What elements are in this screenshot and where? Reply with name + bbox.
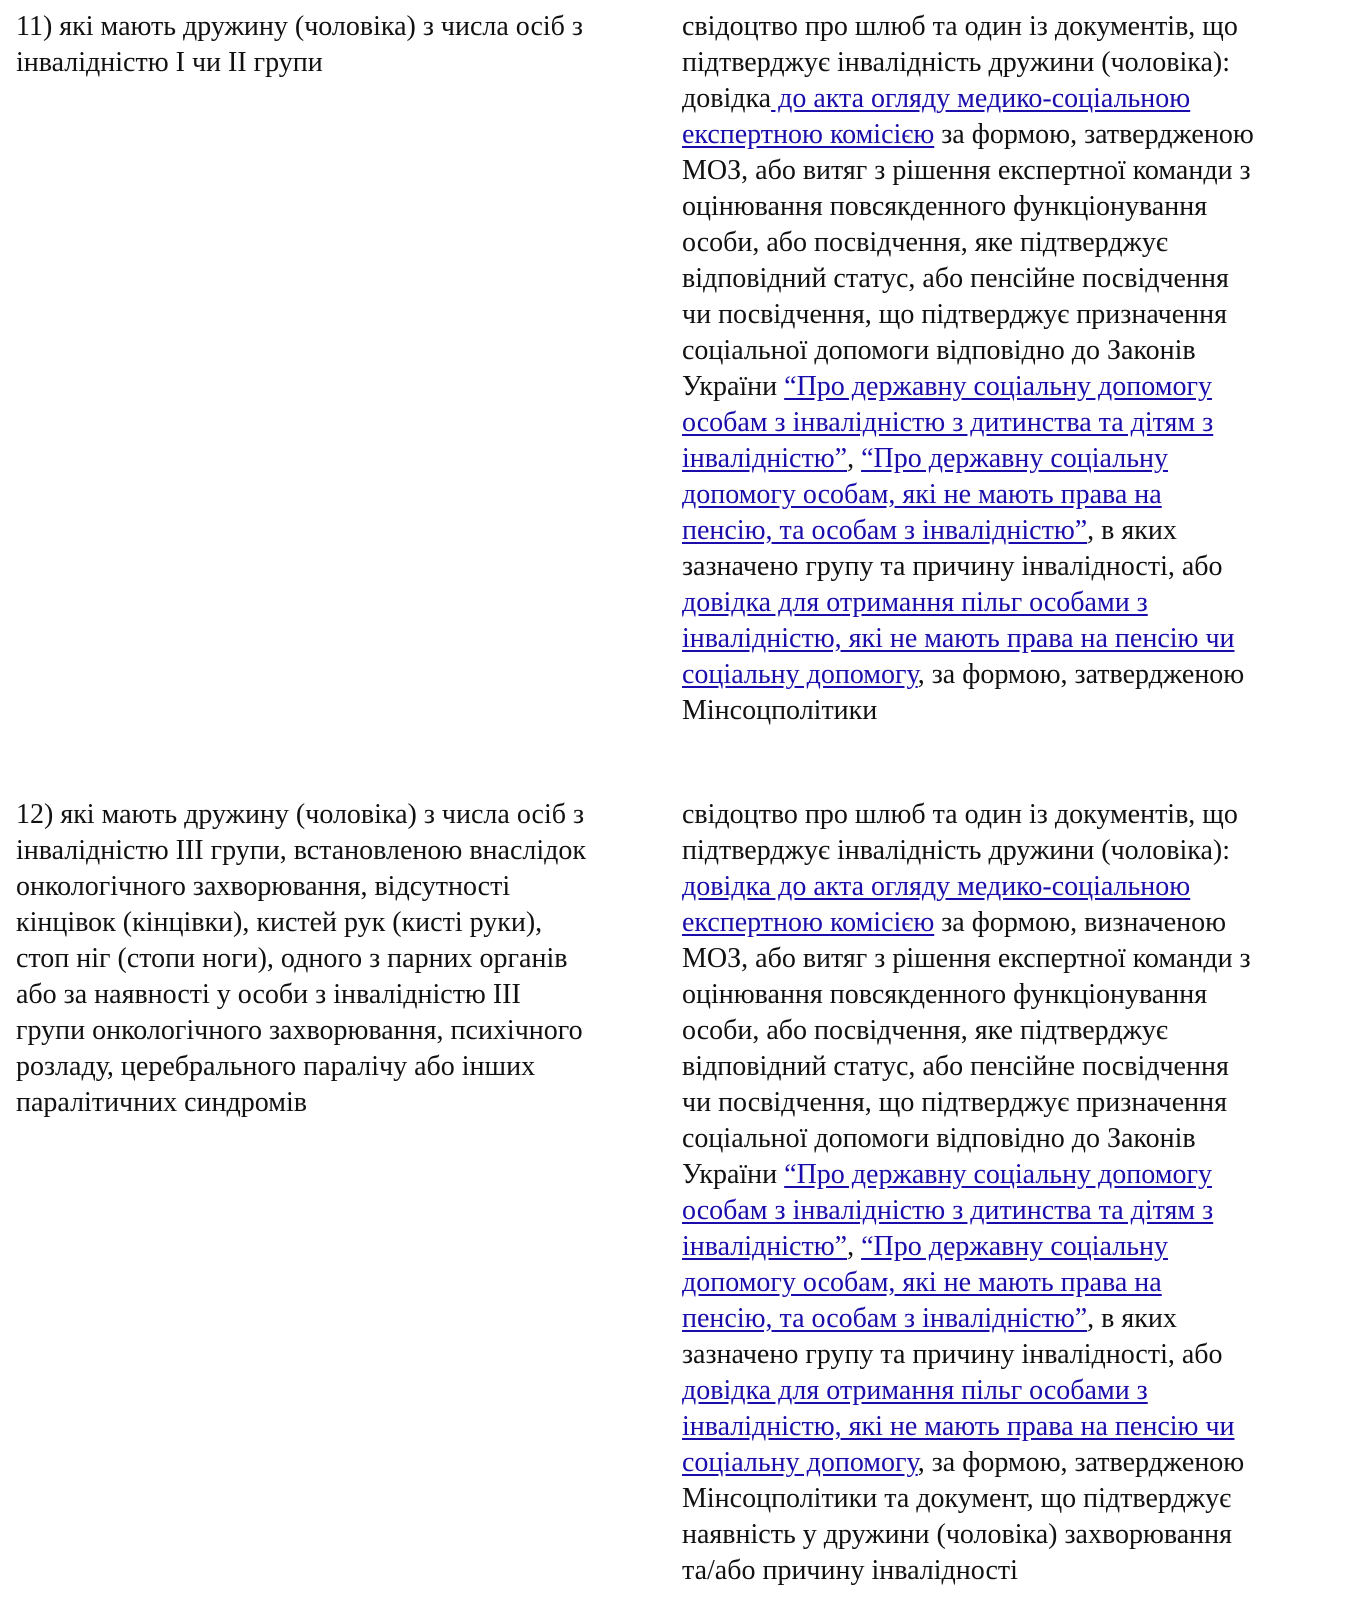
category-text-line: групи онкологічного захворювання, психічного <box>16 1015 583 1046</box>
documents-text: , за формою, затвердженою <box>917 1447 1245 1478</box>
documents-text-line <box>682 869 1346 905</box>
documents-cell <box>682 9 1346 729</box>
documents-text-line <box>682 441 1346 477</box>
documents-text-line: соціальної допомоги відповідно до Законів <box>682 335 1196 366</box>
category-text-line: інвалідністю I чи II групи <box>16 47 323 78</box>
documents-text-line: зазначено групу та причину інвалідності, або <box>682 1339 1223 1370</box>
benefits-certificate-link[interactable]: довідка для отримання пільг особами з <box>682 587 1148 618</box>
documents-text-line: чи посвідчення, що підтверджує призначення <box>682 1087 1227 1118</box>
documents-text-line <box>682 1373 1346 1409</box>
documents-text-line: соціальної допомоги відповідно до Законів <box>682 1123 1196 1154</box>
documents-text: України <box>682 371 785 402</box>
documents-text-line: свідоцтво про шлюб та один із документів, що <box>682 11 1238 42</box>
documents-text-line: зазначено групу та причину інвалідності, або <box>682 551 1223 582</box>
documents-text-line <box>682 1265 1346 1301</box>
law-no-pension-right-link[interactable]: “Про державну соціальну <box>861 443 1168 474</box>
category-cell <box>16 797 666 1121</box>
category-text-line: 12) які мають дружину (чоловіка) з числа осіб з <box>16 799 585 830</box>
documents-text-line: відповідний статус, або пенсійне посвідчення <box>682 1051 1229 1082</box>
documents-text-line <box>682 117 1346 153</box>
documents-text-line <box>682 1157 1346 1193</box>
documents-text-line <box>682 1409 1346 1445</box>
documents-text-line: МОЗ, або витяг з рішення експертної команди з <box>682 155 1251 186</box>
documents-text-line <box>682 513 1346 549</box>
documents-cell <box>682 797 1346 1589</box>
documents-text-line: свідоцтво про шлюб та один із документів, що <box>682 799 1238 830</box>
documents-text: за формою, затвердженою <box>934 119 1254 150</box>
documents-text-line: та/або причину інвалідності <box>682 1555 1018 1586</box>
documents-text-line <box>682 585 1346 621</box>
documents-text-line: підтверджує інвалідність дружини (чоловіка): <box>682 47 1230 78</box>
benefits-certificate-link[interactable]: довідка для отримання пільг особами з <box>682 1375 1148 1406</box>
documents-text: за формою, визначеною <box>934 907 1227 938</box>
documents-text-line <box>682 1301 1346 1337</box>
medical-commission-certificate-link[interactable]: до акта огляду медико-соціальною <box>771 83 1191 114</box>
documents-text-line <box>682 1193 1346 1229</box>
documents-text-line <box>682 657 1346 693</box>
documents-text-line <box>682 1445 1346 1481</box>
documents-text: довідка <box>682 83 772 114</box>
law-childhood-disability-link[interactable]: “Про державну соціальну допомогу <box>784 1159 1212 1190</box>
category-text-line: 11) які мають дружину (чоловіка) з числа осіб з <box>16 11 583 42</box>
documents-text-line: особи, або посвідчення, яке підтверджує <box>682 227 1168 258</box>
documents-text: , <box>847 443 862 474</box>
category-text-line: кінцівок (кінцівки), кистей рук (кисті руки), <box>16 907 543 938</box>
documents-text-line: відповідний статус, або пенсійне посвідчення <box>682 263 1229 294</box>
documents-text-line: наявність у дружини (чоловіка) захворювання <box>682 1519 1233 1550</box>
benefits-certificate-link[interactable]: інвалідністю, які не мають права на пенсію чи <box>682 1411 1235 1442</box>
law-childhood-disability-link[interactable]: інвалідністю” <box>682 1231 848 1262</box>
medical-commission-certificate-link[interactable]: експертною комісією <box>682 119 935 150</box>
law-childhood-disability-link[interactable]: особам з інвалідністю з дитинства та дітям з <box>682 407 1214 438</box>
benefits-certificate-link[interactable]: соціальну допомогу <box>682 659 918 690</box>
medical-commission-certificate-link[interactable]: експертною комісією <box>682 907 935 938</box>
documents-text-line <box>682 369 1346 405</box>
law-childhood-disability-link[interactable]: особам з інвалідністю з дитинства та дітям з <box>682 1195 1214 1226</box>
law-no-pension-right-link[interactable]: пенсію, та особам з інвалідністю” <box>682 1303 1088 1334</box>
documents-text: України <box>682 1159 785 1190</box>
documents-text: , за формою, затвердженою <box>917 659 1245 690</box>
documents-text-line: Мінсоцполітики та документ, що підтверджує <box>682 1483 1232 1514</box>
documents-text-line: оцінювання повсякденного функціонування <box>682 979 1208 1010</box>
documents-text-line: підтверджує інвалідність дружини (чоловіка): <box>682 835 1230 866</box>
category-text-line: інвалідністю III групи, встановленою внаслідок <box>16 835 586 866</box>
law-no-pension-right-link[interactable]: допомогу особам, які не мають права на <box>682 1267 1162 1298</box>
documents-text-line: особи, або посвідчення, яке підтверджує <box>682 1015 1168 1046</box>
documents-text-line: оцінювання повсякденного функціонування <box>682 191 1208 222</box>
documents-text-line <box>682 905 1346 941</box>
category-text-line: або за наявності у особи з інвалідністю III <box>16 979 521 1010</box>
category-cell <box>16 9 666 81</box>
documents-text: , в яких <box>1087 1303 1177 1334</box>
documents-text-line <box>682 1229 1346 1265</box>
documents-text-line: чи посвідчення, що підтверджує призначення <box>682 299 1227 330</box>
documents-text-line <box>682 477 1346 513</box>
category-text-line: паралітичних синдромів <box>16 1087 307 1118</box>
law-no-pension-right-link[interactable]: “Про державну соціальну <box>861 1231 1168 1262</box>
benefits-certificate-link[interactable]: інвалідністю, які не мають права на пенсію чи <box>682 623 1235 654</box>
documents-text-line <box>682 405 1346 441</box>
documents-text-line: Мінсоцполітики <box>682 695 878 726</box>
documents-text-line: МОЗ, або витяг з рішення експертної команди з <box>682 943 1251 974</box>
law-childhood-disability-link[interactable]: інвалідністю” <box>682 443 848 474</box>
documents-text: , <box>847 1231 862 1262</box>
category-text-line: онкологічного захворювання, відсутності <box>16 871 511 902</box>
documents-text-line <box>682 81 1346 117</box>
benefits-certificate-link[interactable]: соціальну допомогу <box>682 1447 918 1478</box>
documents-text-line <box>682 621 1346 657</box>
law-childhood-disability-link[interactable]: “Про державну соціальну допомогу <box>784 371 1212 402</box>
medical-commission-certificate-link[interactable]: довідка до акта огляду медико-соціальною <box>682 871 1191 902</box>
law-no-pension-right-link[interactable]: пенсію, та особам з інвалідністю” <box>682 515 1088 546</box>
law-no-pension-right-link[interactable]: допомогу особам, які не мають права на <box>682 479 1162 510</box>
documents-text: , в яких <box>1087 515 1177 546</box>
category-text-line: стоп ніг (стопи ноги), одного з парних органів <box>16 943 568 974</box>
category-text-line: розладу, церебрального паралічу або інших <box>16 1051 536 1082</box>
